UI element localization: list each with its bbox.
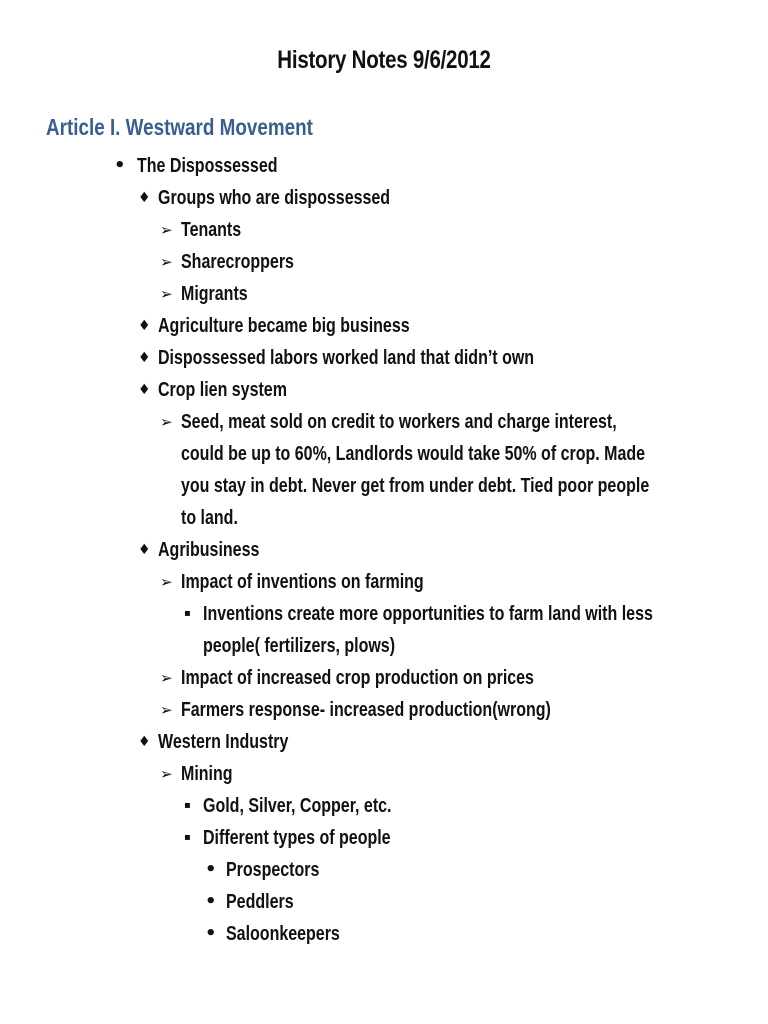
diamond-bullet-icon: ♦ — [138, 350, 151, 366]
outline-item: Groups who are dispossessed — [158, 187, 391, 209]
page-title: History Notes 9/6/2012 — [277, 46, 491, 74]
arrow-bullet-icon: ➢ — [160, 253, 173, 271]
outline-item: Different types of people — [203, 827, 391, 849]
diamond-bullet-icon: ♦ — [138, 542, 151, 558]
diamond-bullet-icon: ♦ — [138, 734, 151, 750]
arrow-bullet-icon: ➢ — [160, 221, 173, 239]
diamond-bullet-icon: ♦ — [138, 190, 151, 206]
arrow-bullet-icon: ➢ — [160, 765, 173, 783]
outline-item: people( fertilizers, plows) — [203, 635, 396, 657]
outline-item: Seed, meat sold on credit to workers and charge interest, — [181, 411, 617, 433]
article-heading: Article I. Westward Movement — [46, 114, 313, 140]
outline-item: could be up to 60%, Landlords would take 50% of crop. Made — [181, 443, 646, 465]
outline-item: Sharecroppers — [181, 251, 294, 273]
diamond-bullet-icon: ♦ — [138, 318, 151, 334]
outline-item: Impact of inventions on farming — [181, 571, 424, 593]
outline-item: Crop lien system — [158, 379, 287, 401]
outline-item: Mining — [181, 763, 233, 785]
square-bullet-icon: ▪ — [184, 832, 191, 843]
outline-item: Agribusiness — [158, 539, 260, 561]
outline-item: Saloonkeepers — [226, 923, 340, 945]
outline-item: Tenants — [181, 219, 242, 241]
square-bullet-icon: ▪ — [184, 608, 191, 619]
outline-item: Inventions create more opportunities to farm land with less — [203, 603, 653, 625]
bullet-dot-icon: • — [205, 923, 217, 944]
outline-item: Agriculture became big business — [158, 315, 410, 337]
arrow-bullet-icon: ➢ — [160, 285, 173, 303]
outline-item: Dispossessed labors worked land that didn’t own — [158, 347, 535, 369]
bullet-dot-icon: • — [114, 155, 126, 176]
outline-item: Western Industry — [158, 731, 289, 753]
bullet-dot-icon: • — [205, 891, 217, 912]
outline-item: you stay in debt. Never get from under debt. Tied poor people — [181, 475, 650, 497]
arrow-bullet-icon: ➢ — [160, 413, 173, 431]
outline-item: Migrants — [181, 283, 248, 305]
outline-item: Impact of increased crop production on prices — [181, 667, 534, 689]
diamond-bullet-icon: ♦ — [138, 382, 151, 398]
arrow-bullet-icon: ➢ — [160, 669, 173, 687]
square-bullet-icon: ▪ — [184, 800, 191, 811]
outline-item: Gold, Silver, Copper, etc. — [203, 795, 392, 817]
outline-item: The Dispossessed — [137, 155, 278, 177]
arrow-bullet-icon: ➢ — [160, 573, 173, 591]
arrow-bullet-icon: ➢ — [160, 701, 173, 719]
outline-item: Prospectors — [226, 859, 320, 881]
outline-item: to land. — [181, 507, 238, 529]
outline-item: Farmers response- increased production(wrong) — [181, 699, 551, 721]
bullet-dot-icon: • — [205, 859, 217, 880]
outline-item: Peddlers — [226, 891, 294, 913]
